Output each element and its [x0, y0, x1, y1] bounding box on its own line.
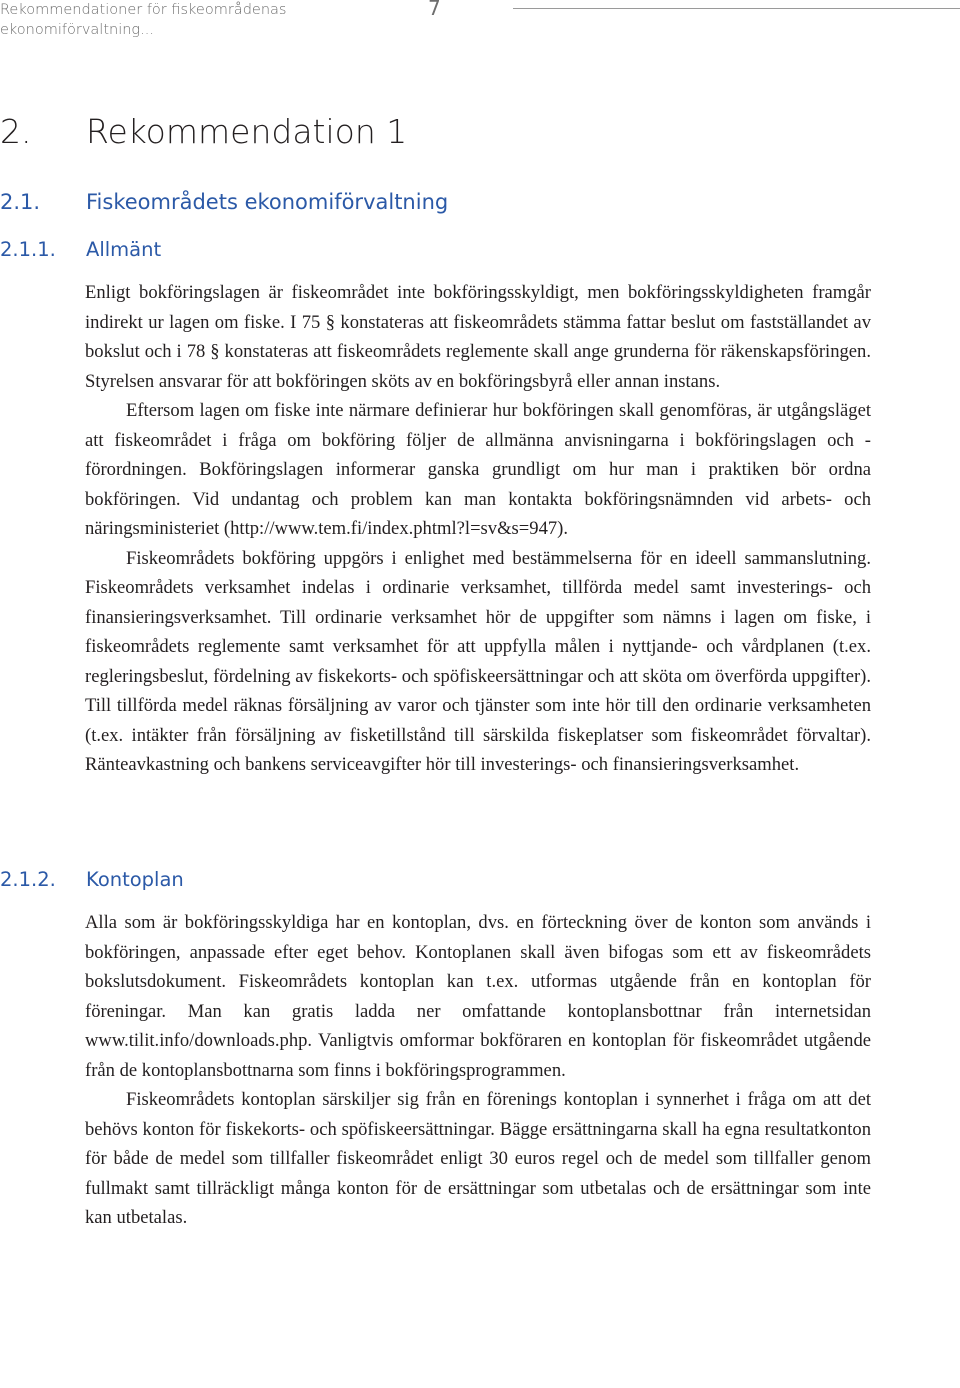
paragraph: Alla som är bokföringsskyldiga har en kontoplan, dvs. en förteckning över de konton som används i bokföringen, anpassade efter eget behov. Kontoplanen skall även bifogas som ett av fiskeområdets bokslutsdokument. Fiskeområdets kontoplan kan t.ex. utformas utgående från en kontoplan för föreningar. Man kan gratis ladda ner omfattande kontoplansbottnar från internetsidan www.tilit.info/downloads.php. Vanligtvis omformar bokföraren en kontoplan för fiskeområdet utgående från de kontoplansbottnarna som finns i bokföringsprogrammen.	[85, 912, 871, 1081]
paragraph: Eftersom lagen om fiske inte närmare definierar hur bokföringen skall genomföras, är utgångsläget att fiskeområdet i fråga om bokföring följer de allmänna anvisningarna i bokföringslagen och -förordningen. Bokföringslagen informerar ganska grundligt om hur man i praktiken bör ordna bokföringen. Vid undantag och problem kan man kontakta bokföringsnämnden vid arbets- och näringsministeriet (http://www.tem.fi/index.phtml?l=sv&s=947).	[85, 400, 871, 539]
chapter-title: Rekommendation 1	[86, 112, 408, 151]
chapter-number: 2.	[0, 112, 32, 151]
paragraph: Enligt bokföringslagen är fiskeområdet inte bokföringsskyldigt, men bokföringsskyldigheten framgår indirekt ur lagen om fiske. I 75 § konstateras att fiskeområdets stämma fattar beslut om fastställandet av bokslut och i 78 § konstateras att fiskeområdets reglemente skall ange grunderna för räkenskapsföringen. Styrelsen ansvarar för att bokföringen sköts av en bokföringsbyrå eller annan instans.	[85, 282, 871, 392]
running-header-title: Rekommendationer för fiskeområdenas ekonomiförvaltning...	[0, 2, 287, 38]
subsection-number: 2.1.1.	[0, 238, 56, 261]
subsection-title: Kontoplan	[86, 868, 184, 891]
subsection-number: 2.1.2.	[0, 868, 56, 891]
section-title: Fiskeområdets ekonomiförvaltning	[86, 190, 449, 214]
allmant-body	[85, 278, 871, 780]
header-rule	[513, 8, 960, 9]
subsection-title: Allmänt	[86, 238, 162, 261]
paragraph: Fiskeområdets bokföring uppgörs i enlighet med bestämmelserna för en ideell sammanslutning. Fiskeområdets verksamhet indelas i ordinarie verksamhet, tillförda medel samt investerings- och finansieringsverksamhet. Till ordinarie verksamhet hör de uppgifter som nämns i lagen om fiske, i fiskeområdets reglemente samt verksamhet för att uppfylla målen i nyttjande- och vårdplanen (t.ex. regleringsbeslut, fördelning av fiskekorts- och spöfiskeersättningar och att sköta om överförda uppgifter). Till tillförda medel räknas försäljning av varor och tjänster som inte hör till den ordinarie verksamheten (t.ex. intäkter från försäljning av fisketillstånd till särskilda fiskeplatser som fiskeområdet förvaltar). Ränteavkastning och bankens serviceavgifter hör till investerings- och finansieringsverksamhet.	[85, 547, 871, 775]
kontoplan-body	[85, 908, 871, 1233]
section-number: 2.1.	[0, 190, 41, 214]
page-number: 7	[428, 0, 441, 20]
paragraph: Fiskeområdets kontoplan särskiljer sig från en förenings kontoplan i synnerhet i fråga om att det behövs konton för fiskekorts- och spöfiskeersättningar. Bägge ersättningarna skall ha egna resultatkonton för både de medel som tillfaller fiskeområdet enligt 30 euros regel och de medel som tillfaller genom fullmakt samt tillräckligt många konton för de ersättningar som utbetalas och de ersättningar som inte kan utbetalas.	[85, 1089, 871, 1228]
